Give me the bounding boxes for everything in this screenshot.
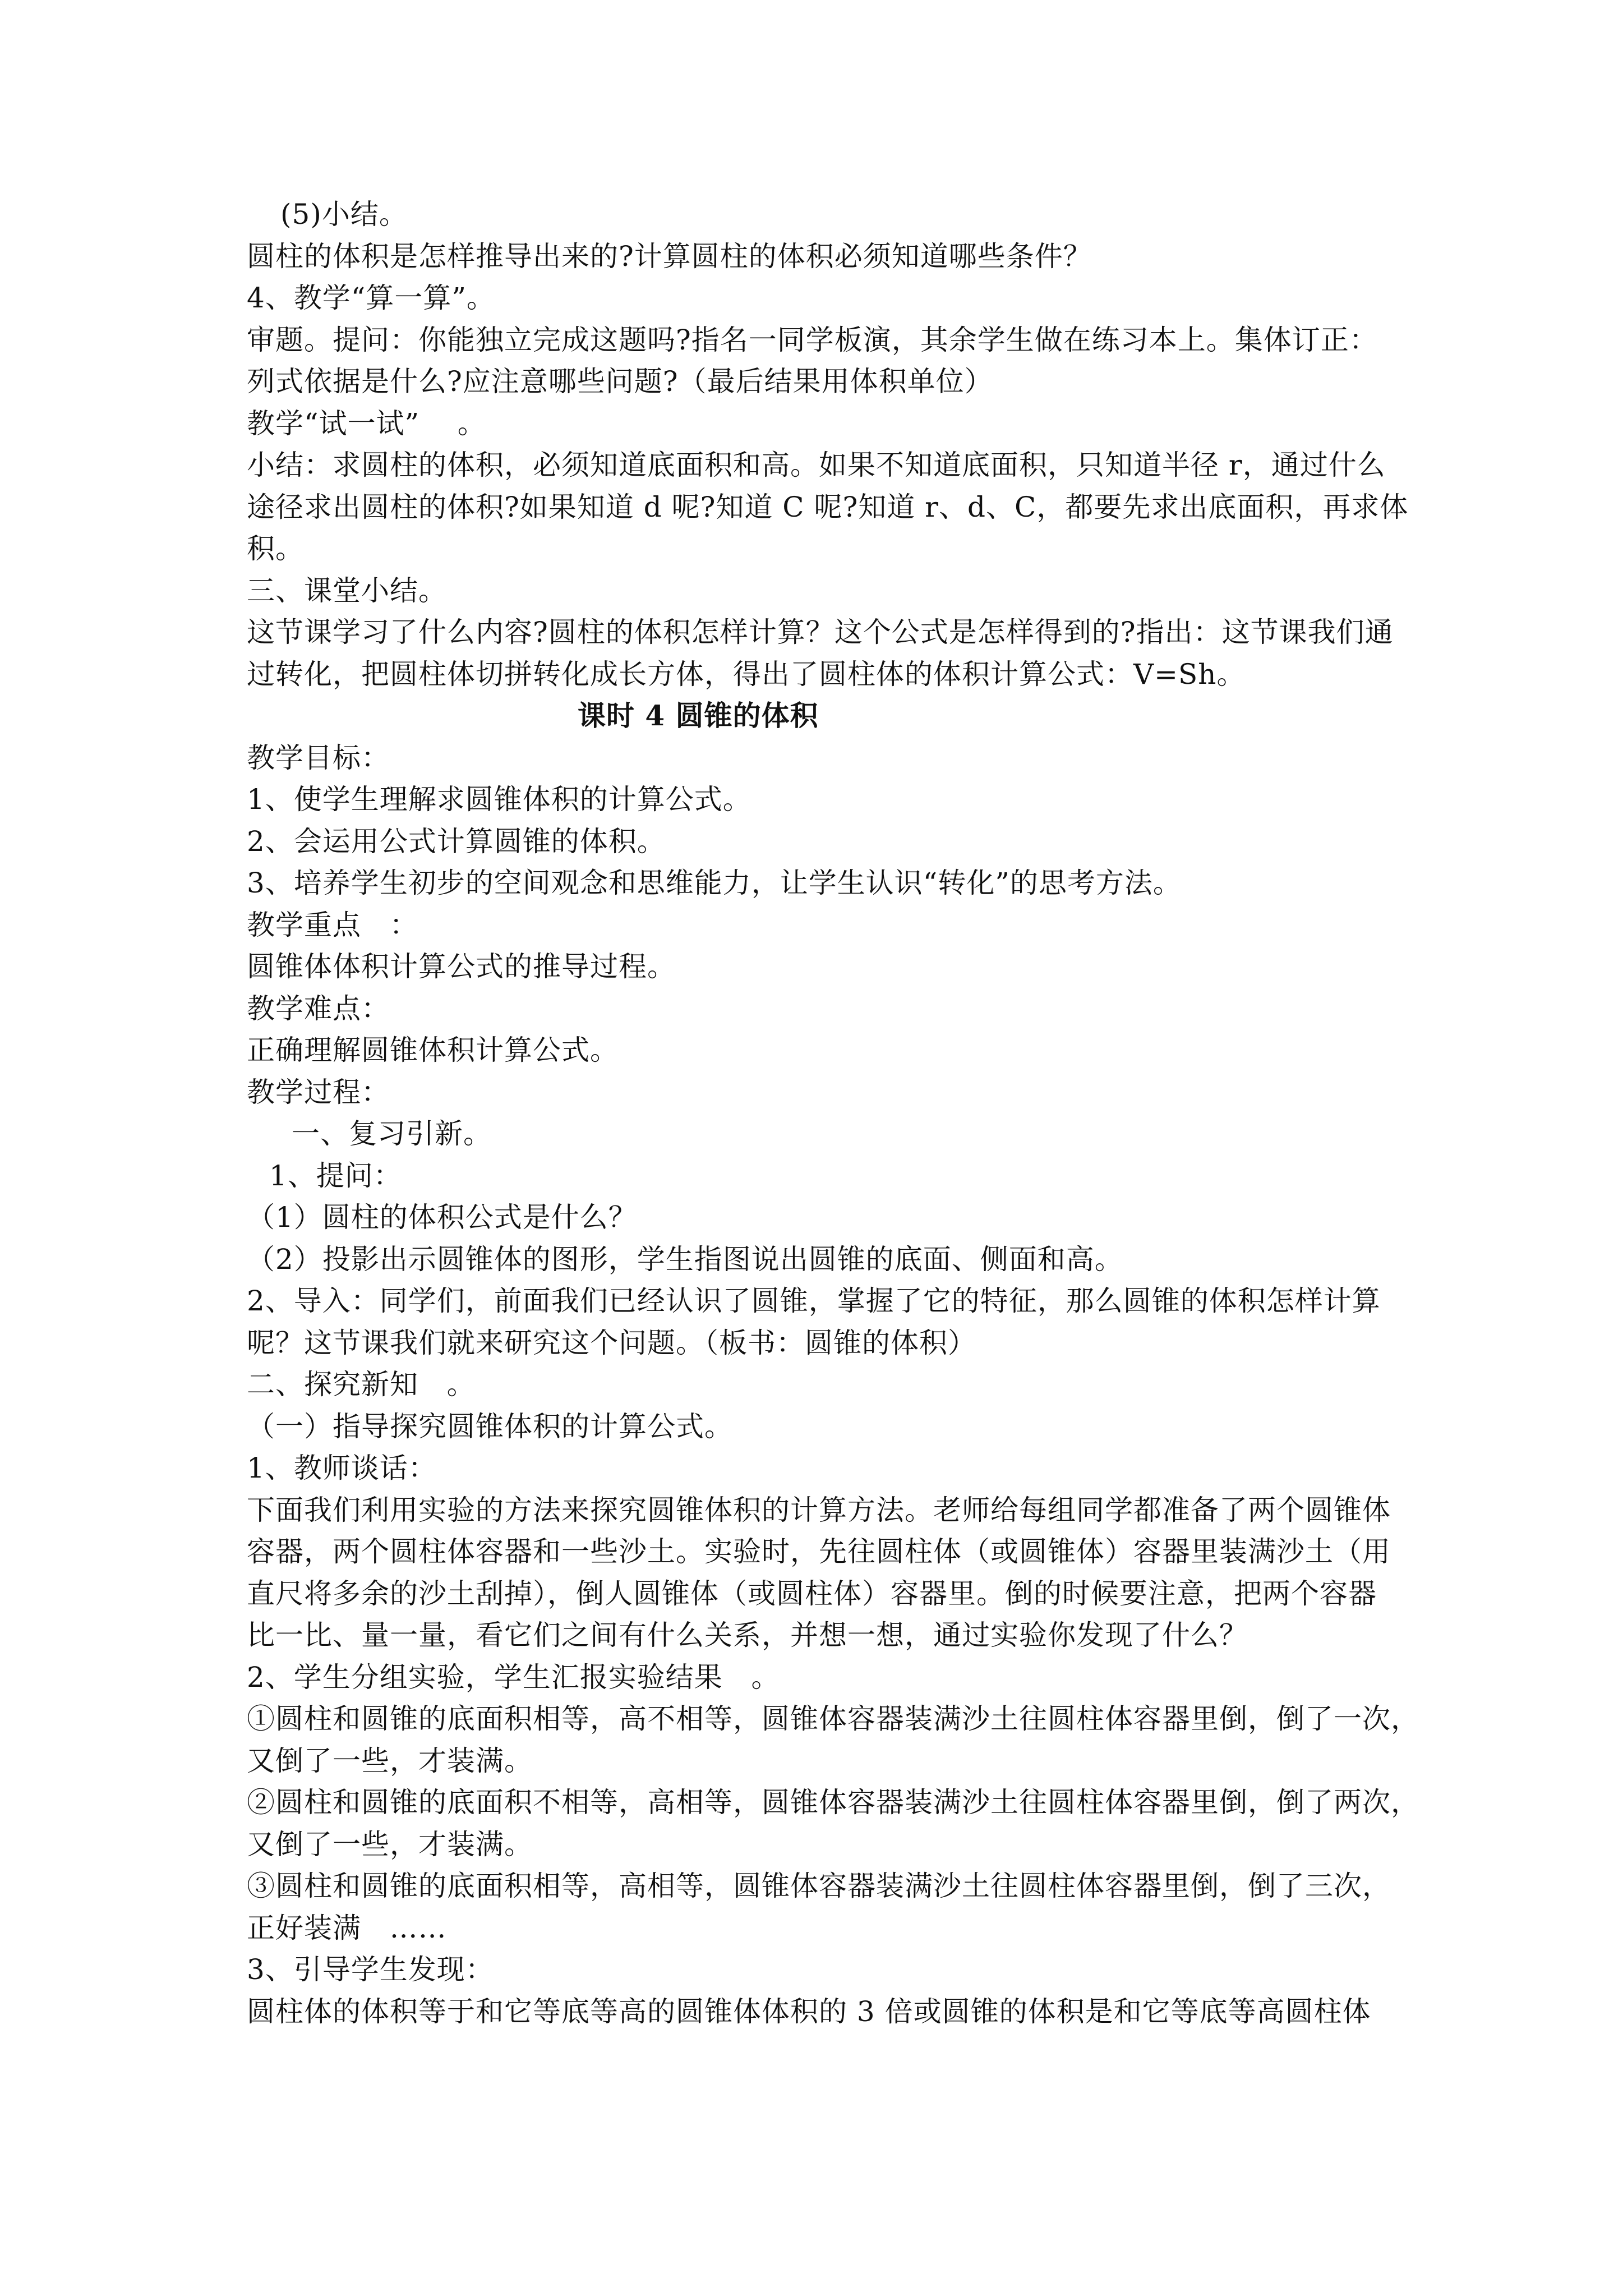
text-line: 1、提问： [269, 1159, 402, 1192]
text-line: 3、培养学生初步的空间观念和思维能力，让学生认识“转化”的思考方法。 [247, 867, 1182, 899]
text-line: （1）圆柱的体积公式是什么？ [247, 1201, 637, 1234]
text-line: 2、学生分组实验，学生汇报实验结果 。 [247, 1660, 780, 1694]
text-line: 又倒了一些，才装满。 [247, 1744, 533, 1777]
text-line: 小结：求圆柱的体积，必须知道底面积和高。如果不知道底面积，只知道半径 r，通过什么 [247, 449, 1386, 481]
text-line: （2）投影出示圆锥体的图形，学生指图说出圆锥的底面、侧面和高。 [247, 1243, 1123, 1276]
text-line: 比一比、量一量，看它们之间有什么关系，并想一想，通过实验你发现了什么？ [247, 1619, 1248, 1651]
text-line: 下面我们利用实验的方法来探究圆锥体积的计算方法。老师给每组同学都准备了两个圆锥体 [247, 1493, 1391, 1526]
text-line: 1、教师谈话： [247, 1452, 437, 1484]
text-line: 三、课堂小结。 [247, 574, 447, 607]
text-line: 教学重点 ： [247, 908, 418, 941]
text-line: (5)小结。 [280, 198, 408, 231]
text-line: 1、使学生理解求圆锥体积的计算公式。 [247, 783, 751, 816]
text-line: 圆柱的体积是怎样推导出来的?计算圆柱的体积必须知道哪些条件？ [247, 240, 1092, 273]
text-line: ②圆柱和圆锥的底面积不相等，高相等，圆锥体容器装满沙土往圆柱体容器里倒，倒了两次， [247, 1786, 1419, 1819]
text-line: （一）指导探究圆锥体积的计算公式。 [247, 1410, 733, 1443]
text-line: 呢？这节课我们就来研究这个问题。（板书：圆锥的体积） [247, 1326, 976, 1359]
document-page [247, 194, 1419, 2032]
text-line: 过转化，把圆柱体切拼转化成长方体，得出了圆柱体的体积计算公式：V=Sh。 [247, 657, 1246, 691]
text-line: 一、复习引新。 [292, 1117, 492, 1150]
text-line: 圆锥体体积计算公式的推导过程。 [247, 950, 676, 983]
text-line: 教学过程： [247, 1075, 390, 1108]
text-line: 2、会运用公式计算圆锥的体积。 [247, 825, 666, 858]
text-line: 3、引导学生发现： [247, 1953, 494, 1986]
text-line: 教学目标： [247, 741, 390, 774]
text-line: 教学难点： [247, 992, 390, 1025]
text-line: 审题。提问：你能独立完成这题吗?指名一同学板演，其余学生做在练习本上。集体订正： [247, 323, 1378, 356]
text-line: 教学“试一试” 。 [247, 407, 486, 440]
text-line: 又倒了一些，才装满。 [247, 1828, 533, 1861]
text-line: 途径求出圆柱的体积?如果知道 d 呢?知道 C 呢?知道 r、d、C，都要先求出底面积，再求体 [247, 490, 1409, 523]
text-line: ③圆柱和圆锥的底面积相等，高相等，圆锥体容器装满沙土往圆柱体容器里倒，倒了三次， [247, 1870, 1391, 1902]
text-line: 直尺将多余的沙土刮掉），倒人圆锥体（或圆柱体）容器里。倒的时候要注意，把两个容器 [247, 1577, 1377, 1610]
text-line: 二、探究新知 。 [247, 1368, 476, 1401]
text-line: ①圆柱和圆锥的底面积相等，高不相等，圆锥体容器装满沙土往圆柱体容器里倒，倒了一次， [247, 1703, 1419, 1735]
text-line: 2、导入：同学们，前面我们已经认识了圆锥，掌握了它的特征，那么圆锥的体积怎样计算 [247, 1285, 1381, 1317]
text-line: 正确理解圆锥体积计算公式。 [247, 1034, 619, 1066]
text-line: 这节课学习了什么内容?圆柱的体积怎样计算？这个公式是怎样得到的?指出：这节课我们通 [247, 616, 1394, 648]
text-line: 圆柱体的体积等于和它等底等高的圆锥体体积的 3 倍或圆锥的体积是和它等底等高圆柱体 [247, 1995, 1371, 2028]
section-title: 课时 4 圆锥的体积 [578, 699, 819, 732]
text-line: 正好装满 …… [247, 1911, 447, 1944]
text-line: 列式依据是什么?应注意哪些问题?（最后结果用体积单位） [247, 365, 993, 398]
text-line: 容器，两个圆柱体容器和一些沙土。实验时，先往圆柱体（或圆锥体）容器里装满沙土（用 [247, 1535, 1391, 1568]
text-line: 积。 [247, 532, 304, 565]
text-line: 4、教学“算一算”。 [247, 282, 495, 314]
